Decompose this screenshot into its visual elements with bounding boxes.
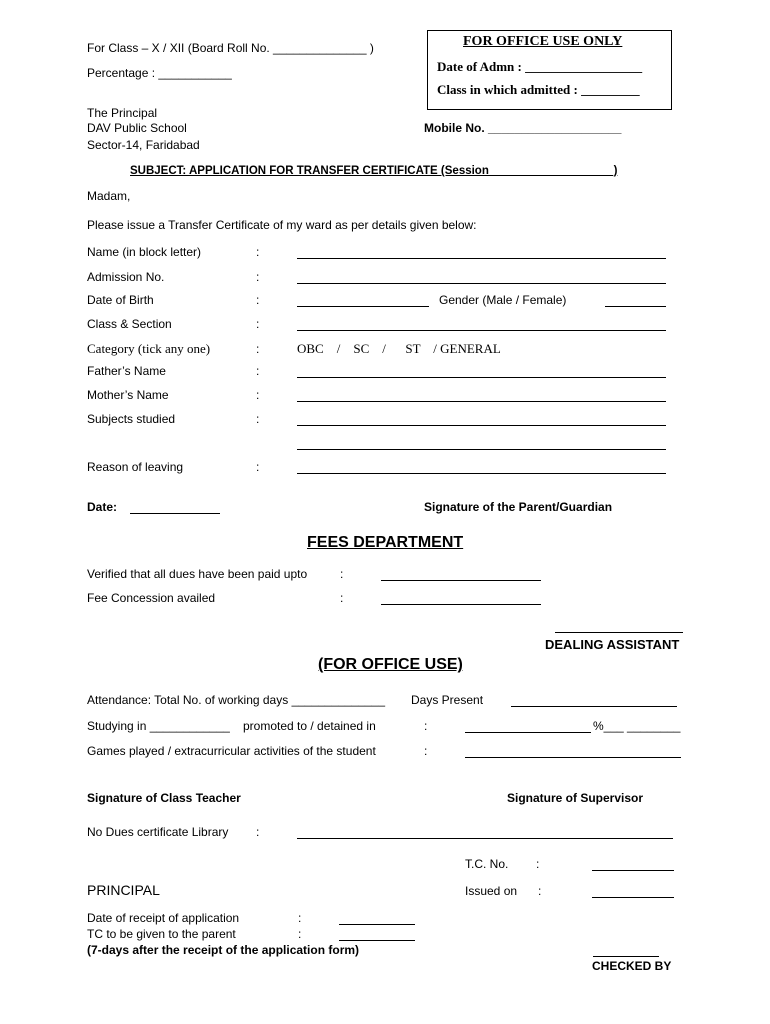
dealing-assistant-label: DEALING ASSISTANT <box>545 637 680 652</box>
dob-input-line[interactable] <box>297 306 429 307</box>
receipt-date-input-line[interactable] <box>339 924 415 925</box>
mother-name-input-line[interactable] <box>297 401 666 402</box>
tc-no-input-line[interactable] <box>592 870 674 871</box>
percentage-field: Percentage : ___________ <box>87 66 232 80</box>
tc-given-input-line[interactable] <box>339 940 415 941</box>
colon: : <box>424 719 428 733</box>
subject-line: SUBJECT: APPLICATION FOR TRANSFER CERTIFICATE (Session ___________________) <box>130 165 618 177</box>
colon: : <box>538 884 542 898</box>
days-present-label: Days Present <box>411 693 484 707</box>
games-input-line[interactable] <box>465 757 681 758</box>
seven-days-note: (7-days after the receipt of the application form) <box>87 943 360 957</box>
promoted-input-line[interactable] <box>465 732 591 733</box>
checked-by-signature-line[interactable] <box>593 956 659 957</box>
class-section-input-line[interactable] <box>297 330 666 331</box>
colon: : <box>256 317 260 331</box>
colon: : <box>256 825 260 839</box>
father-name-input-line[interactable] <box>297 377 666 378</box>
colon: : <box>256 293 260 307</box>
days-present-input-line[interactable] <box>511 706 677 707</box>
verified-label: Verified that all dues have been paid upto <box>87 567 308 581</box>
attendance-field: Attendance: Total No. of working days ______________ <box>87 693 385 707</box>
fees-department-title: FEES DEPARTMENT <box>307 534 464 551</box>
gender-input-line[interactable] <box>605 306 666 307</box>
verified-input-line[interactable] <box>381 580 541 581</box>
colon: : <box>256 270 260 284</box>
salutation: Madam, <box>87 189 131 203</box>
intro-text: Please issue a Transfer Certificate of my ward as per details given below: <box>87 218 477 232</box>
tc-no-label: T.C. No. <box>465 857 509 871</box>
mobile-field: Mobile No. ____________________ <box>424 121 622 135</box>
father-name-label: Father’s Name <box>87 364 166 378</box>
date-label: Date: <box>87 500 118 514</box>
office-use-section-title: (FOR OFFICE USE) <box>318 656 463 673</box>
address-line-1: The Principal <box>87 106 158 120</box>
colon: : <box>298 927 302 941</box>
address-line-3: Sector-14, Faridabad <box>87 138 200 152</box>
office-use-title: FOR OFFICE USE ONLY <box>463 34 623 49</box>
principal-label: PRINCIPAL <box>87 882 160 898</box>
parent-signature-label: Signature of the Parent/Guardian <box>424 500 613 514</box>
no-dues-label: No Dues certificate Library <box>87 825 229 839</box>
admission-label: Admission No. <box>87 270 165 284</box>
colon: : <box>256 342 260 356</box>
name-label: Name (in block letter) <box>87 245 202 259</box>
dob-label: Date of Birth <box>87 293 154 307</box>
percent-field: %___ ________ <box>593 719 681 733</box>
games-label: Games played / extracurricular activities of the student <box>87 744 376 758</box>
class-teacher-signature-label: Signature of Class Teacher <box>87 791 241 805</box>
no-dues-input-line[interactable] <box>297 838 673 839</box>
colon: : <box>256 412 260 426</box>
colon: : <box>256 364 260 378</box>
concession-input-line[interactable] <box>381 604 541 605</box>
issued-on-input-line[interactable] <box>592 897 674 898</box>
colon: : <box>256 460 260 474</box>
colon: : <box>340 567 344 581</box>
colon: : <box>340 591 344 605</box>
subjects-input-line-2[interactable] <box>297 449 666 450</box>
name-input-line[interactable] <box>297 258 666 259</box>
checked-by-label: CHECKED BY <box>592 959 672 973</box>
address-line-2: DAV Public School <box>87 121 187 135</box>
category-options[interactable]: OBC / SC / ST / GENERAL <box>297 341 501 356</box>
receipt-date-label: Date of receipt of application <box>87 911 240 925</box>
colon: : <box>256 388 260 402</box>
colon: : <box>256 245 260 259</box>
subjects-label: Subjects studied <box>87 412 176 426</box>
colon: : <box>536 857 540 871</box>
studying-in-field: Studying in ____________ <box>87 719 230 733</box>
admission-input-line[interactable] <box>297 283 666 284</box>
supervisor-signature-label: Signature of Supervisor <box>507 791 644 805</box>
tc-given-label: TC to be given to the parent <box>87 927 236 941</box>
colon: : <box>424 744 428 758</box>
gender-label: Gender (Male / Female) <box>439 293 567 307</box>
date-input-line[interactable] <box>130 513 220 514</box>
date-of-admission-field: Date of Admn : __________________ <box>437 59 643 74</box>
promoted-label: promoted to / detained in <box>243 719 376 733</box>
reason-input-line[interactable] <box>297 473 666 474</box>
concession-label: Fee Concession availed <box>87 591 216 605</box>
reason-label: Reason of leaving <box>87 460 184 474</box>
class-admitted-field: Class in which admitted : _________ <box>437 82 640 97</box>
dealing-assistant-signature-line[interactable] <box>555 632 683 633</box>
mother-name-label: Mother’s Name <box>87 388 169 402</box>
issued-on-label: Issued on <box>465 884 518 898</box>
category-label: Category (tick any one) <box>87 341 211 356</box>
class-section-label: Class & Section <box>87 317 172 331</box>
board-roll-field: For Class – X / XII (Board Roll No. ______________ ) <box>87 41 374 55</box>
subjects-input-line[interactable] <box>297 425 666 426</box>
colon: : <box>298 911 302 925</box>
